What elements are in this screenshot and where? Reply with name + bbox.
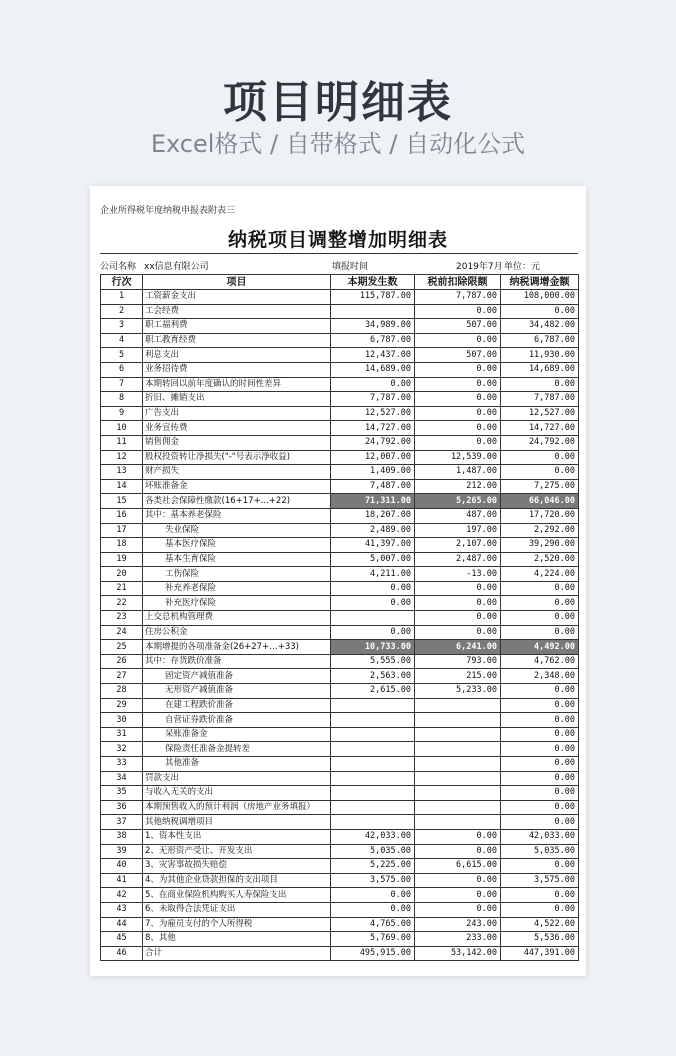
current-amount-cell: 71,311.00 <box>331 494 415 509</box>
current-amount-cell: 3,575.00 <box>331 873 415 888</box>
table-row <box>101 829 579 844</box>
row-number-cell: 10 <box>101 421 143 436</box>
item-cell: 财产损失 <box>143 465 331 480</box>
current-amount-cell: 0.00 <box>331 902 415 917</box>
col-header-deduction-limit: 税前扣除限额 <box>415 275 501 290</box>
row-number-cell: 45 <box>101 932 143 947</box>
current-amount-cell: 10,733.00 <box>331 640 415 655</box>
deduction-limit-cell: 0.00 <box>415 873 501 888</box>
adjusted-increase-cell: 0.00 <box>501 304 579 319</box>
adjusted-increase-cell: 3,575.00 <box>501 873 579 888</box>
row-number-cell: 2 <box>101 304 143 319</box>
table-row <box>101 508 579 523</box>
row-number-cell: 8 <box>101 392 143 407</box>
deduction-limit-cell: 0.00 <box>415 333 501 348</box>
current-amount-cell: 5,555.00 <box>331 654 415 669</box>
table-row <box>101 450 579 465</box>
adjusted-increase-cell: 0.00 <box>501 902 579 917</box>
current-amount-cell: 4,765.00 <box>331 917 415 932</box>
row-number-cell: 9 <box>101 406 143 421</box>
table-row <box>101 406 579 421</box>
adjusted-increase-cell: 0.00 <box>501 727 579 742</box>
adjusted-increase-cell: 0.00 <box>501 713 579 728</box>
hero-subtitle: Excel格式 / 自带格式 / 自动化公式 <box>150 130 526 158</box>
current-amount-cell: 115,787.00 <box>331 290 415 305</box>
hero-title: 项目明细表 <box>223 77 453 128</box>
row-number-cell: 29 <box>101 698 143 713</box>
table-row <box>101 713 579 728</box>
row-number-cell: 27 <box>101 669 143 684</box>
row-number-cell: 31 <box>101 727 143 742</box>
table-row <box>101 625 579 640</box>
adjusted-increase-cell: 4,224.00 <box>501 567 579 582</box>
current-amount-cell: 0.00 <box>331 596 415 611</box>
row-number-cell: 44 <box>101 917 143 932</box>
adjusted-increase-cell: 17,720.00 <box>501 508 579 523</box>
row-number-cell: 14 <box>101 479 143 494</box>
table-row <box>101 859 579 874</box>
adjusted-increase-cell: 39,290.00 <box>501 538 579 553</box>
item-cell: 固定资产减值准备 <box>143 669 331 684</box>
table-row <box>101 421 579 436</box>
adjusted-increase-cell: 14,689.00 <box>501 362 579 377</box>
current-amount-cell: 2,615.00 <box>331 684 415 699</box>
item-cell: 职工福利费 <box>143 319 331 334</box>
current-amount-cell <box>331 757 415 772</box>
item-cell: 基本生育保险 <box>143 552 331 567</box>
adjusted-increase-cell: 42,033.00 <box>501 829 579 844</box>
current-amount-cell <box>331 713 415 728</box>
deduction-limit-cell: 0.00 <box>415 581 501 596</box>
adjusted-increase-cell: 66,046.00 <box>501 494 579 509</box>
item-cell: 4、为其他企业贷款担保的支出项目 <box>143 873 331 888</box>
current-amount-cell: 2,563.00 <box>331 669 415 684</box>
row-number-cell: 35 <box>101 786 143 801</box>
table-body <box>101 290 579 961</box>
deduction-limit-cell: 5,233.00 <box>415 684 501 699</box>
deduction-limit-cell: 0.00 <box>415 596 501 611</box>
item-cell: 罚款支出 <box>143 771 331 786</box>
row-number-cell: 26 <box>101 654 143 669</box>
table-row <box>101 698 579 713</box>
deduction-limit-cell: 0.00 <box>415 304 501 319</box>
deduction-limit-cell: 0.00 <box>415 844 501 859</box>
deduction-limit-cell <box>415 786 501 801</box>
table-row <box>101 581 579 596</box>
table-row <box>101 596 579 611</box>
current-amount-cell: 18,207.00 <box>331 508 415 523</box>
item-cell: 业务招待费 <box>143 362 331 377</box>
item-cell: 5、在商业保险机构购买人寿保险支出 <box>143 888 331 903</box>
item-cell: 呆账准备金 <box>143 727 331 742</box>
item-cell: 失业保险 <box>143 523 331 538</box>
table-row <box>101 917 579 932</box>
current-amount-cell: 7,487.00 <box>331 479 415 494</box>
row-number-cell: 37 <box>101 815 143 830</box>
current-amount-cell <box>331 698 415 713</box>
current-amount-cell: 5,225.00 <box>331 859 415 874</box>
deduction-limit-cell <box>415 771 501 786</box>
current-amount-cell: 495,915.00 <box>331 946 415 961</box>
row-number-cell: 40 <box>101 859 143 874</box>
deduction-limit-cell: 0.00 <box>415 362 501 377</box>
table-row <box>101 304 579 319</box>
row-number-cell: 36 <box>101 800 143 815</box>
current-amount-cell: 5,769.00 <box>331 932 415 947</box>
current-amount-cell: 14,727.00 <box>331 421 415 436</box>
row-number-cell: 38 <box>101 829 143 844</box>
deduction-limit-cell: 2,107.00 <box>415 538 501 553</box>
item-cell: 坏账准备金 <box>143 479 331 494</box>
col-header-adjusted-increase: 纳税调增金额 <box>501 275 579 290</box>
item-cell: 6、未取得合法凭证支出 <box>143 902 331 917</box>
row-number-cell: 15 <box>101 494 143 509</box>
current-amount-cell <box>331 611 415 626</box>
table-row <box>101 392 579 407</box>
item-cell: 基本医疗保险 <box>143 538 331 553</box>
adjusted-increase-cell: 108,000.00 <box>501 290 579 305</box>
table-row <box>101 757 579 772</box>
row-number-cell: 46 <box>101 946 143 961</box>
deduction-limit-cell: 215.00 <box>415 669 501 684</box>
adjusted-increase-cell: 6,787.00 <box>501 333 579 348</box>
table-row <box>101 494 579 509</box>
item-cell: 无形资产减值准备 <box>143 684 331 699</box>
table-row <box>101 377 579 392</box>
table-row <box>101 435 579 450</box>
adjusted-increase-cell: 0.00 <box>501 611 579 626</box>
item-cell: 职工教育经费 <box>143 333 331 348</box>
deduction-limit-cell: -13.00 <box>415 567 501 582</box>
item-cell: 7、为雇员支付的个人所得税 <box>143 917 331 932</box>
adjusted-increase-cell: 0.00 <box>501 786 579 801</box>
adjusted-increase-cell: 0.00 <box>501 815 579 830</box>
form-caption: 企业所得税年度纳税申报表附表三 <box>100 206 236 216</box>
deduction-limit-cell: 0.00 <box>415 406 501 421</box>
item-cell: 8、其他 <box>143 932 331 947</box>
current-amount-cell: 0.00 <box>331 888 415 903</box>
table-row <box>101 800 579 815</box>
item-cell: 工资薪金支出 <box>143 290 331 305</box>
current-amount-cell <box>331 727 415 742</box>
table-row <box>101 333 579 348</box>
detail-table <box>100 274 579 961</box>
adjusted-increase-cell: 0.00 <box>501 800 579 815</box>
adjusted-increase-cell: 11,930.00 <box>501 348 579 363</box>
deduction-limit-cell <box>415 757 501 772</box>
adjusted-increase-cell: 0.00 <box>501 450 579 465</box>
adjusted-increase-cell: 0.00 <box>501 377 579 392</box>
item-cell: 股权投资转让净损失("-"号表示净收益) <box>143 450 331 465</box>
row-number-cell: 19 <box>101 552 143 567</box>
table-row <box>101 684 579 699</box>
company-value: xx信息有限公司 <box>144 262 209 272</box>
deduction-limit-cell: 0.00 <box>415 829 501 844</box>
item-cell: 利息支出 <box>143 348 331 363</box>
unit-label: 单位：元 <box>504 262 541 272</box>
deduction-limit-cell: 0.00 <box>415 392 501 407</box>
item-cell: 工会经费 <box>143 304 331 319</box>
row-number-cell: 23 <box>101 611 143 626</box>
current-amount-cell: 4,211.00 <box>331 567 415 582</box>
deduction-limit-cell: 0.00 <box>415 625 501 640</box>
table-row <box>101 362 579 377</box>
item-cell: 3、灾害事故损失赔偿 <box>143 859 331 874</box>
row-number-cell: 43 <box>101 902 143 917</box>
title-underline <box>100 253 578 254</box>
row-number-cell: 11 <box>101 435 143 450</box>
table-row <box>101 742 579 757</box>
row-number-cell: 30 <box>101 713 143 728</box>
row-number-cell: 32 <box>101 742 143 757</box>
deduction-limit-cell: 0.00 <box>415 435 501 450</box>
row-number-cell: 25 <box>101 640 143 655</box>
sheet-title: 纳税项目调整增加明细表 <box>227 229 448 251</box>
table-row <box>101 465 579 480</box>
row-number-cell: 7 <box>101 377 143 392</box>
current-amount-cell: 7,787.00 <box>331 392 415 407</box>
adjusted-increase-cell: 7,275.00 <box>501 479 579 494</box>
deduction-limit-cell: 12,539.00 <box>415 450 501 465</box>
row-number-cell: 13 <box>101 465 143 480</box>
table-row <box>101 654 579 669</box>
row-number-cell: 12 <box>101 450 143 465</box>
table-row <box>101 348 579 363</box>
item-cell: 合计 <box>143 946 331 961</box>
row-number-cell: 4 <box>101 333 143 348</box>
item-cell: 补充医疗保险 <box>143 596 331 611</box>
deduction-limit-cell: 507.00 <box>415 348 501 363</box>
adjusted-increase-cell: 0.00 <box>501 596 579 611</box>
table-row <box>101 888 579 903</box>
current-amount-cell: 41,397.00 <box>331 538 415 553</box>
fill-time-label: 填报时间 <box>332 262 369 272</box>
deduction-limit-cell <box>415 713 501 728</box>
current-amount-cell: 1,409.00 <box>331 465 415 480</box>
item-cell: 保险责任准备金提转差 <box>143 742 331 757</box>
table-row <box>101 786 579 801</box>
current-amount-cell: 24,792.00 <box>331 435 415 450</box>
current-amount-cell: 0.00 <box>331 377 415 392</box>
table-row <box>101 640 579 655</box>
deduction-limit-cell: 212.00 <box>415 479 501 494</box>
deduction-limit-cell: 197.00 <box>415 523 501 538</box>
adjusted-increase-cell: 2,348.00 <box>501 669 579 684</box>
current-amount-cell: 6,787.00 <box>331 333 415 348</box>
item-cell: 本期转回以前年度确认的时间性差异 <box>143 377 331 392</box>
row-number-cell: 24 <box>101 625 143 640</box>
row-number-cell: 39 <box>101 844 143 859</box>
table-row <box>101 479 579 494</box>
table-row <box>101 611 579 626</box>
row-number-cell: 16 <box>101 508 143 523</box>
item-cell: 其他纳税调增项目 <box>143 815 331 830</box>
row-number-cell: 18 <box>101 538 143 553</box>
adjusted-increase-cell: 0.00 <box>501 757 579 772</box>
deduction-limit-cell <box>415 742 501 757</box>
current-amount-cell <box>331 771 415 786</box>
row-number-cell: 20 <box>101 567 143 582</box>
row-number-cell: 42 <box>101 888 143 903</box>
table-row <box>101 873 579 888</box>
current-amount-cell: 12,527.00 <box>331 406 415 421</box>
table-row <box>101 552 579 567</box>
table-row <box>101 815 579 830</box>
current-amount-cell <box>331 815 415 830</box>
table-row <box>101 902 579 917</box>
deduction-limit-cell: 7,787.00 <box>415 290 501 305</box>
deduction-limit-cell: 1,487.00 <box>415 465 501 480</box>
adjusted-increase-cell: 0.00 <box>501 888 579 903</box>
adjusted-increase-cell: 0.00 <box>501 465 579 480</box>
item-cell: 工伤保险 <box>143 567 331 582</box>
col-header-current-amount: 本期发生数 <box>331 275 415 290</box>
deduction-limit-cell: 0.00 <box>415 902 501 917</box>
current-amount-cell: 42,033.00 <box>331 829 415 844</box>
deduction-limit-cell: 233.00 <box>415 932 501 947</box>
deduction-limit-cell: 507.00 <box>415 319 501 334</box>
current-amount-cell: 12,437.00 <box>331 348 415 363</box>
row-number-cell: 1 <box>101 290 143 305</box>
item-cell: 自营证券跌价准备 <box>143 713 331 728</box>
item-cell: 业务宣传费 <box>143 421 331 436</box>
item-cell: 补充养老保险 <box>143 581 331 596</box>
adjusted-increase-cell: 0.00 <box>501 771 579 786</box>
adjusted-increase-cell: 5,035.00 <box>501 844 579 859</box>
table-row <box>101 727 579 742</box>
item-cell: 各类社会保障性缴款(16+17+...+22) <box>143 494 331 509</box>
adjusted-increase-cell: 7,787.00 <box>501 392 579 407</box>
item-cell: 其中：基本养老保险 <box>143 508 331 523</box>
deduction-limit-cell: 6,241.00 <box>415 640 501 655</box>
deduction-limit-cell <box>415 815 501 830</box>
current-amount-cell <box>331 786 415 801</box>
current-amount-cell: 5,007.00 <box>331 552 415 567</box>
table-row <box>101 567 579 582</box>
deduction-limit-cell: 5,265.00 <box>415 494 501 509</box>
current-amount-cell <box>331 800 415 815</box>
row-number-cell: 28 <box>101 684 143 699</box>
table-row <box>101 319 579 334</box>
current-amount-cell: 0.00 <box>331 625 415 640</box>
table-row <box>101 946 579 961</box>
deduction-limit-cell: 487.00 <box>415 508 501 523</box>
adjusted-increase-cell: 0.00 <box>501 581 579 596</box>
date-value: 2019年7月 <box>456 262 503 272</box>
item-cell: 本期预售收入的预计利润（房地产业务填报） <box>143 800 331 815</box>
item-cell: 1、资本性支出 <box>143 829 331 844</box>
adjusted-increase-cell: 0.00 <box>501 684 579 699</box>
deduction-limit-cell: 243.00 <box>415 917 501 932</box>
item-cell: 与收入无关的支出 <box>143 786 331 801</box>
row-number-cell: 3 <box>101 319 143 334</box>
table-row <box>101 669 579 684</box>
adjusted-increase-cell: 0.00 <box>501 698 579 713</box>
current-amount-cell: 12,007.00 <box>331 450 415 465</box>
col-header-row-no: 行次 <box>101 275 143 290</box>
deduction-limit-cell <box>415 800 501 815</box>
item-cell: 上交总机构管理费 <box>143 611 331 626</box>
table-row <box>101 932 579 947</box>
current-amount-cell: 34,989.00 <box>331 319 415 334</box>
item-cell: 2、无形资产受让、开发支出 <box>143 844 331 859</box>
table-row <box>101 523 579 538</box>
deduction-limit-cell: 0.00 <box>415 611 501 626</box>
item-cell: 其中：存货跌价准备 <box>143 654 331 669</box>
adjusted-increase-cell: 12,527.00 <box>501 406 579 421</box>
row-number-cell: 22 <box>101 596 143 611</box>
item-cell: 销售佣金 <box>143 435 331 450</box>
company-label: 公司名称 <box>100 262 137 272</box>
adjusted-increase-cell: 34,482.00 <box>501 319 579 334</box>
item-cell: 其他准备 <box>143 757 331 772</box>
current-amount-cell: 2,489.00 <box>331 523 415 538</box>
table-row <box>101 538 579 553</box>
row-number-cell: 41 <box>101 873 143 888</box>
adjusted-increase-cell: 24,792.00 <box>501 435 579 450</box>
info-row <box>100 259 578 273</box>
deduction-limit-cell: 793.00 <box>415 654 501 669</box>
item-cell: 折旧、摊销支出 <box>143 392 331 407</box>
current-amount-cell: 0.00 <box>331 581 415 596</box>
adjusted-increase-cell: 2,292.00 <box>501 523 579 538</box>
deduction-limit-cell: 6,615.00 <box>415 859 501 874</box>
adjusted-increase-cell: 0.00 <box>501 625 579 640</box>
row-number-cell: 6 <box>101 362 143 377</box>
adjusted-increase-cell: 4,762.00 <box>501 654 579 669</box>
current-amount-cell <box>331 304 415 319</box>
row-number-cell: 17 <box>101 523 143 538</box>
current-amount-cell: 14,689.00 <box>331 362 415 377</box>
deduction-limit-cell <box>415 727 501 742</box>
row-number-cell: 21 <box>101 581 143 596</box>
table-row <box>101 844 579 859</box>
item-cell: 住房公积金 <box>143 625 331 640</box>
item-cell: 在建工程跌价准备 <box>143 698 331 713</box>
deduction-limit-cell <box>415 698 501 713</box>
adjusted-increase-cell: 0.00 <box>501 859 579 874</box>
adjusted-increase-cell: 0.00 <box>501 742 579 757</box>
spreadsheet-preview <box>90 186 586 976</box>
row-number-cell: 5 <box>101 348 143 363</box>
row-number-cell: 33 <box>101 757 143 772</box>
adjusted-increase-cell: 2,520.00 <box>501 552 579 567</box>
table-row <box>101 771 579 786</box>
table-row <box>101 290 579 305</box>
current-amount-cell <box>331 742 415 757</box>
adjusted-increase-cell: 4,492.00 <box>501 640 579 655</box>
adjusted-increase-cell: 14,727.00 <box>501 421 579 436</box>
header-row <box>101 275 579 290</box>
adjusted-increase-cell: 447,391.00 <box>501 946 579 961</box>
adjusted-increase-cell: 5,536.00 <box>501 932 579 947</box>
deduction-limit-cell: 0.00 <box>415 421 501 436</box>
row-number-cell: 34 <box>101 771 143 786</box>
deduction-limit-cell: 53,142.00 <box>415 946 501 961</box>
item-cell: 本期增提的各项准备金(26+27+…+33) <box>143 640 331 655</box>
item-cell: 广告支出 <box>143 406 331 421</box>
deduction-limit-cell: 0.00 <box>415 888 501 903</box>
deduction-limit-cell: 0.00 <box>415 377 501 392</box>
col-header-item: 项目 <box>143 275 331 290</box>
deduction-limit-cell: 2,487.00 <box>415 552 501 567</box>
current-amount-cell: 5,035.00 <box>331 844 415 859</box>
adjusted-increase-cell: 4,522.00 <box>501 917 579 932</box>
